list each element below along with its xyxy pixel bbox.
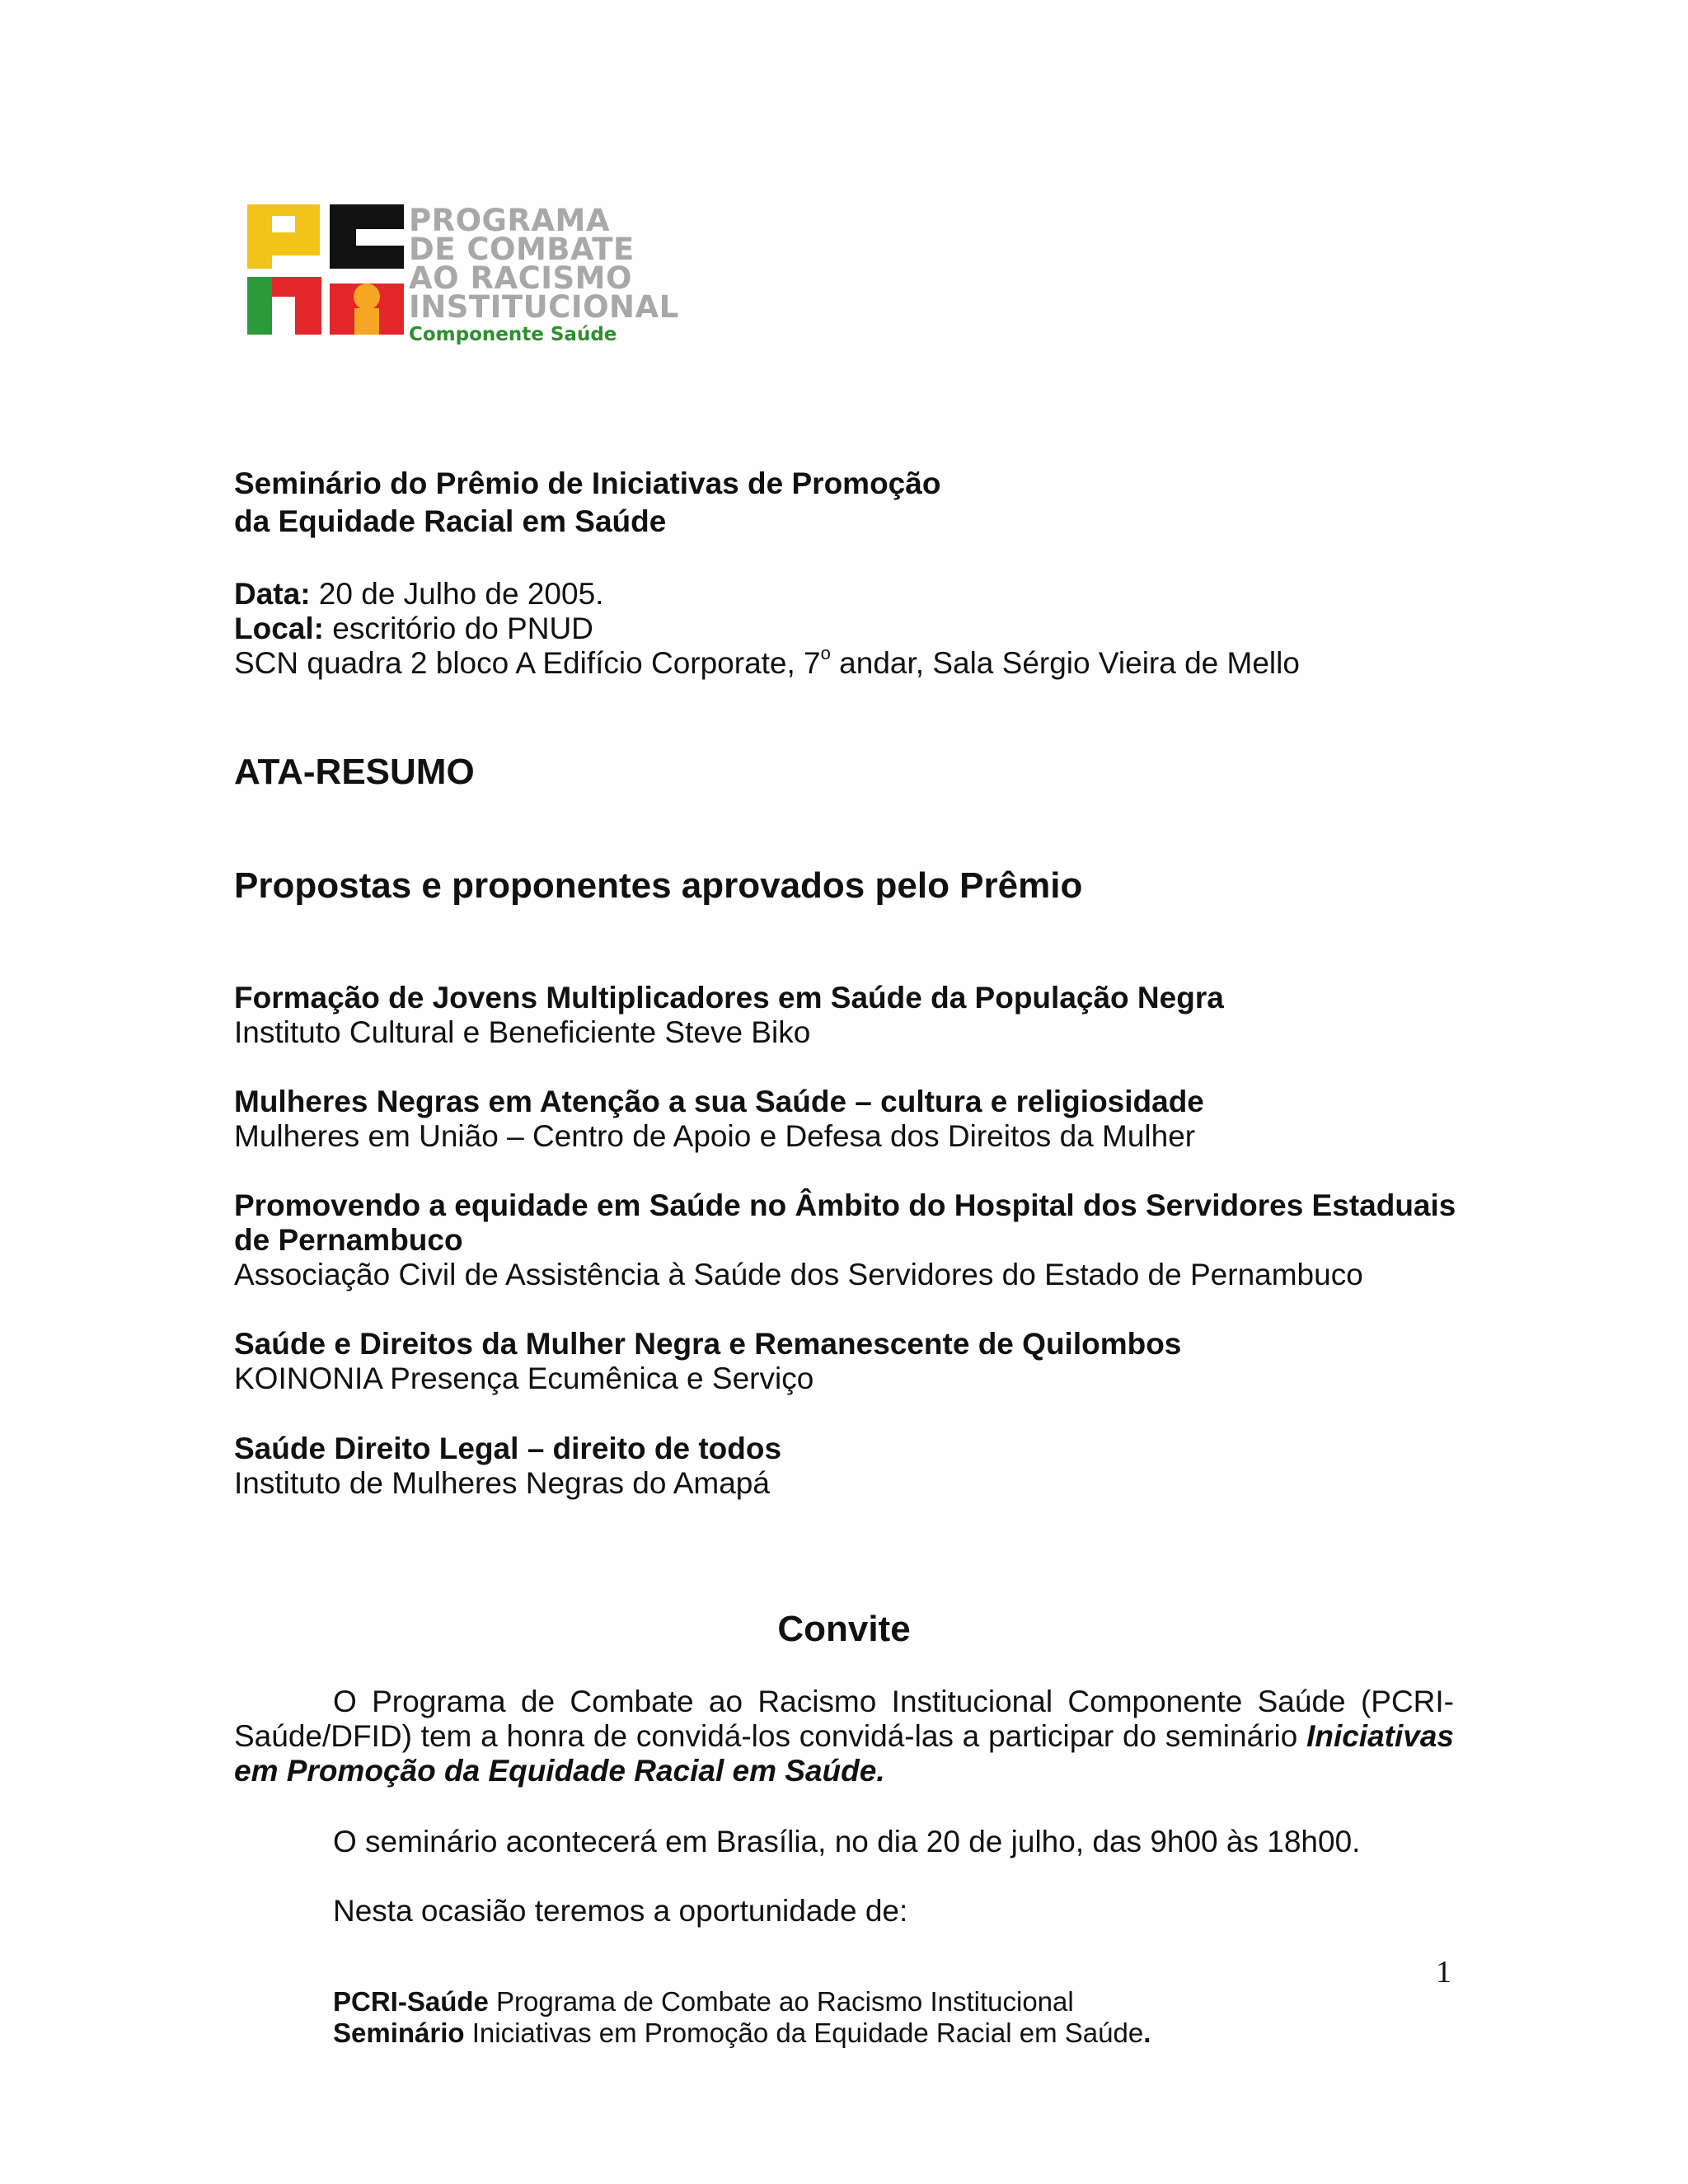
footer-line2-bold: Seminário: [333, 2018, 465, 2048]
local-value: escritório do PNUD: [323, 612, 593, 645]
local-line: [234, 612, 593, 646]
logo-line: INSTITUCIONAL: [409, 289, 679, 325]
convite-paragraph-emphasis: Iniciativas em Promoção da Equidade Racial em Saúde.: [234, 1719, 1454, 1788]
convite-paragraph: [234, 1685, 1454, 1788]
logo-line: DE COMBATE: [409, 232, 635, 267]
logo-line: PROGRAMA: [409, 203, 611, 238]
address-superscript: o: [820, 642, 831, 663]
footer-line1: [333, 1986, 1074, 2018]
proposal-title: Saúde e Direitos da Mulher Negra e Remanescente de Quilombos: [234, 1327, 1182, 1361]
footer-line2-end: .: [1143, 2018, 1151, 2048]
proposal-org: Associação Civil de Assistência à Saúde dos Servidores do Estado de Pernambuco: [234, 1258, 1363, 1291]
seminar-title-line2: da Equidade Racial em Saúde: [234, 504, 667, 538]
proposal-title: Promovendo a equidade em Saúde no Âmbito do Hospital dos Servidores Estaduais: [234, 1188, 1456, 1222]
logo-line: AO RACISMO: [409, 260, 632, 296]
proposal-org: KOINONIA Presença Ecumênica e Serviço: [234, 1361, 814, 1395]
local-label: Local:: [234, 612, 324, 645]
address-part1: SCN quadra 2 bloco A Edifício Corporate, 7: [234, 646, 821, 680]
footer-line2: [333, 2018, 1151, 2049]
proposal-title-continuation: de Pernambuco: [234, 1223, 463, 1257]
footer-line2-text: Iniciativas em Promoção da Equidade Racial em Saúde: [464, 2018, 1144, 2048]
date-value: 20 de Julho de 2005.: [310, 577, 604, 611]
proposal-org: Mulheres em União – Centro de Apoio e Defesa dos Direitos da Mulher: [234, 1119, 1196, 1153]
logo-wordmark: [409, 203, 679, 346]
proposal-title: Saúde Direito Legal – direito de todos: [234, 1432, 782, 1465]
convite-heading: Convite: [777, 1609, 911, 1649]
date-label: Data:: [234, 577, 311, 611]
address-line: [234, 642, 1300, 681]
date-line: [234, 577, 603, 612]
footer-line1-bold: PCRI-Saúde: [333, 1986, 489, 2017]
logo-subtitle: Componente Saúde: [409, 324, 617, 345]
proposals-heading: Propostas e proponentes aprovados pelo Prêmio: [234, 865, 1083, 906]
page-number: 1: [1436, 1955, 1451, 1990]
convite-occasion-paragraph: Nesta ocasião teremos a oportunidade de:: [333, 1894, 908, 1928]
footer-line1-text: Programa de Combate ao Racismo Institucional: [488, 1986, 1074, 2017]
proposal-org: Instituto de Mulheres Negras do Amapá: [234, 1466, 770, 1500]
proposal-org: Instituto Cultural e Beneficiente Steve Biko: [234, 1015, 811, 1049]
proposal-title: Mulheres Negras em Atenção a sua Saúde – cultura e religiosidade: [234, 1085, 1204, 1118]
convite-paragraph-text: O Programa de Combate ao Racismo Institucional Componente Saúde (PCRI-Saúde/DFID) tem a honra de convidá-los convidá-las a participar do seminário: [234, 1685, 1454, 1753]
seminar-title-line1: Seminário do Prêmio de Iniciativas de Promoção: [234, 466, 941, 500]
convite-date-paragraph: O seminário acontecerá em Brasília, no dia 20 de julho, das 9h00 às 18h00.: [333, 1825, 1361, 1858]
pcri-logo: [247, 203, 679, 345]
proposal-title: Formação de Jovens Multiplicadores em Saúde da População Negra: [234, 981, 1224, 1015]
pcri-logo-mark-icon: [247, 204, 404, 336]
ata-resumo-heading: ATA-RESUMO: [234, 752, 475, 792]
address-part2: andar, Sala Sérgio Vieira de Mello: [830, 646, 1300, 680]
